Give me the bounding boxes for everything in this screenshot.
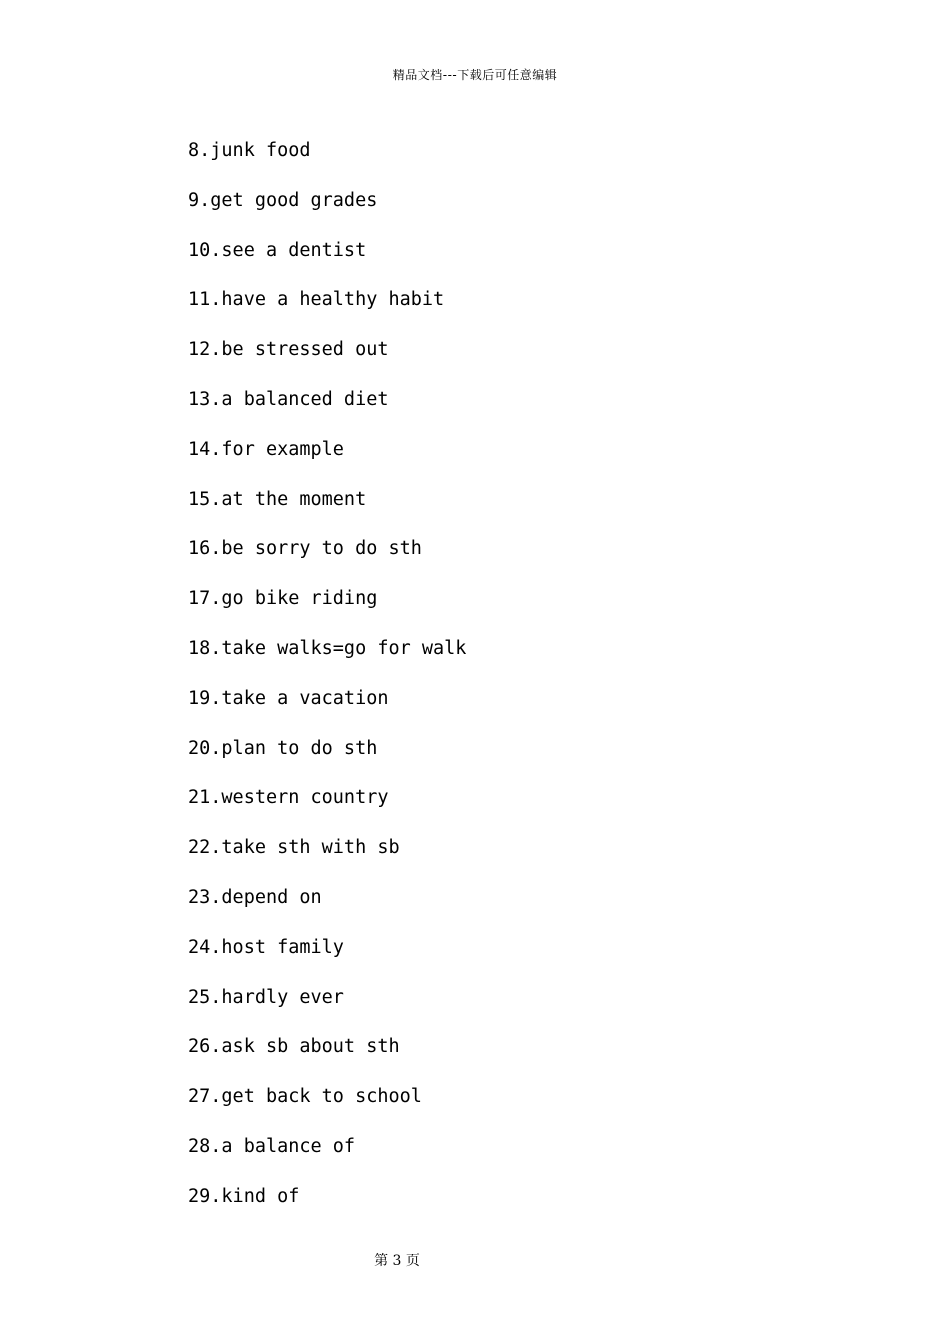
list-item: 27.get back to school (188, 1086, 422, 1108)
list-item: 17.go bike riding (188, 588, 378, 610)
list-item: 8.junk food (188, 140, 311, 161)
page-header: 精品文档---下载后可任意编辑 (392, 68, 558, 82)
list-item: 19.take a vacation (188, 687, 389, 709)
phrase-list (188, 136, 466, 1232)
list-item: 28.a balance of (188, 1135, 356, 1157)
list-item: 15.at the moment (188, 488, 367, 510)
list-item: 9.get good grades (188, 189, 378, 211)
list-item: 22.take sth with sb (188, 837, 400, 859)
list-item: 16.be sorry to do sth (188, 538, 422, 560)
list-item: 14.for example (188, 438, 344, 460)
list-item: 18.take walks=go for walk (188, 637, 467, 659)
list-item: 21.western country (188, 787, 389, 809)
list-item: 29.kind of (188, 1185, 300, 1207)
list-item: 12.be stressed out (188, 339, 389, 361)
page-number: 第 3 页 (374, 1253, 420, 1269)
list-item: 26.ask sb about sth (188, 1036, 400, 1058)
list-item: 13.a balanced diet (188, 388, 389, 410)
list-item: 20.plan to do sth (188, 737, 378, 759)
list-item: 11.have a healthy habit (188, 289, 445, 311)
list-item: 24.host family (188, 936, 344, 958)
list-item: 23.depend on (188, 886, 322, 908)
list-item: 10.see a dentist (188, 239, 367, 261)
list-item: 25.hardly ever (188, 986, 344, 1008)
